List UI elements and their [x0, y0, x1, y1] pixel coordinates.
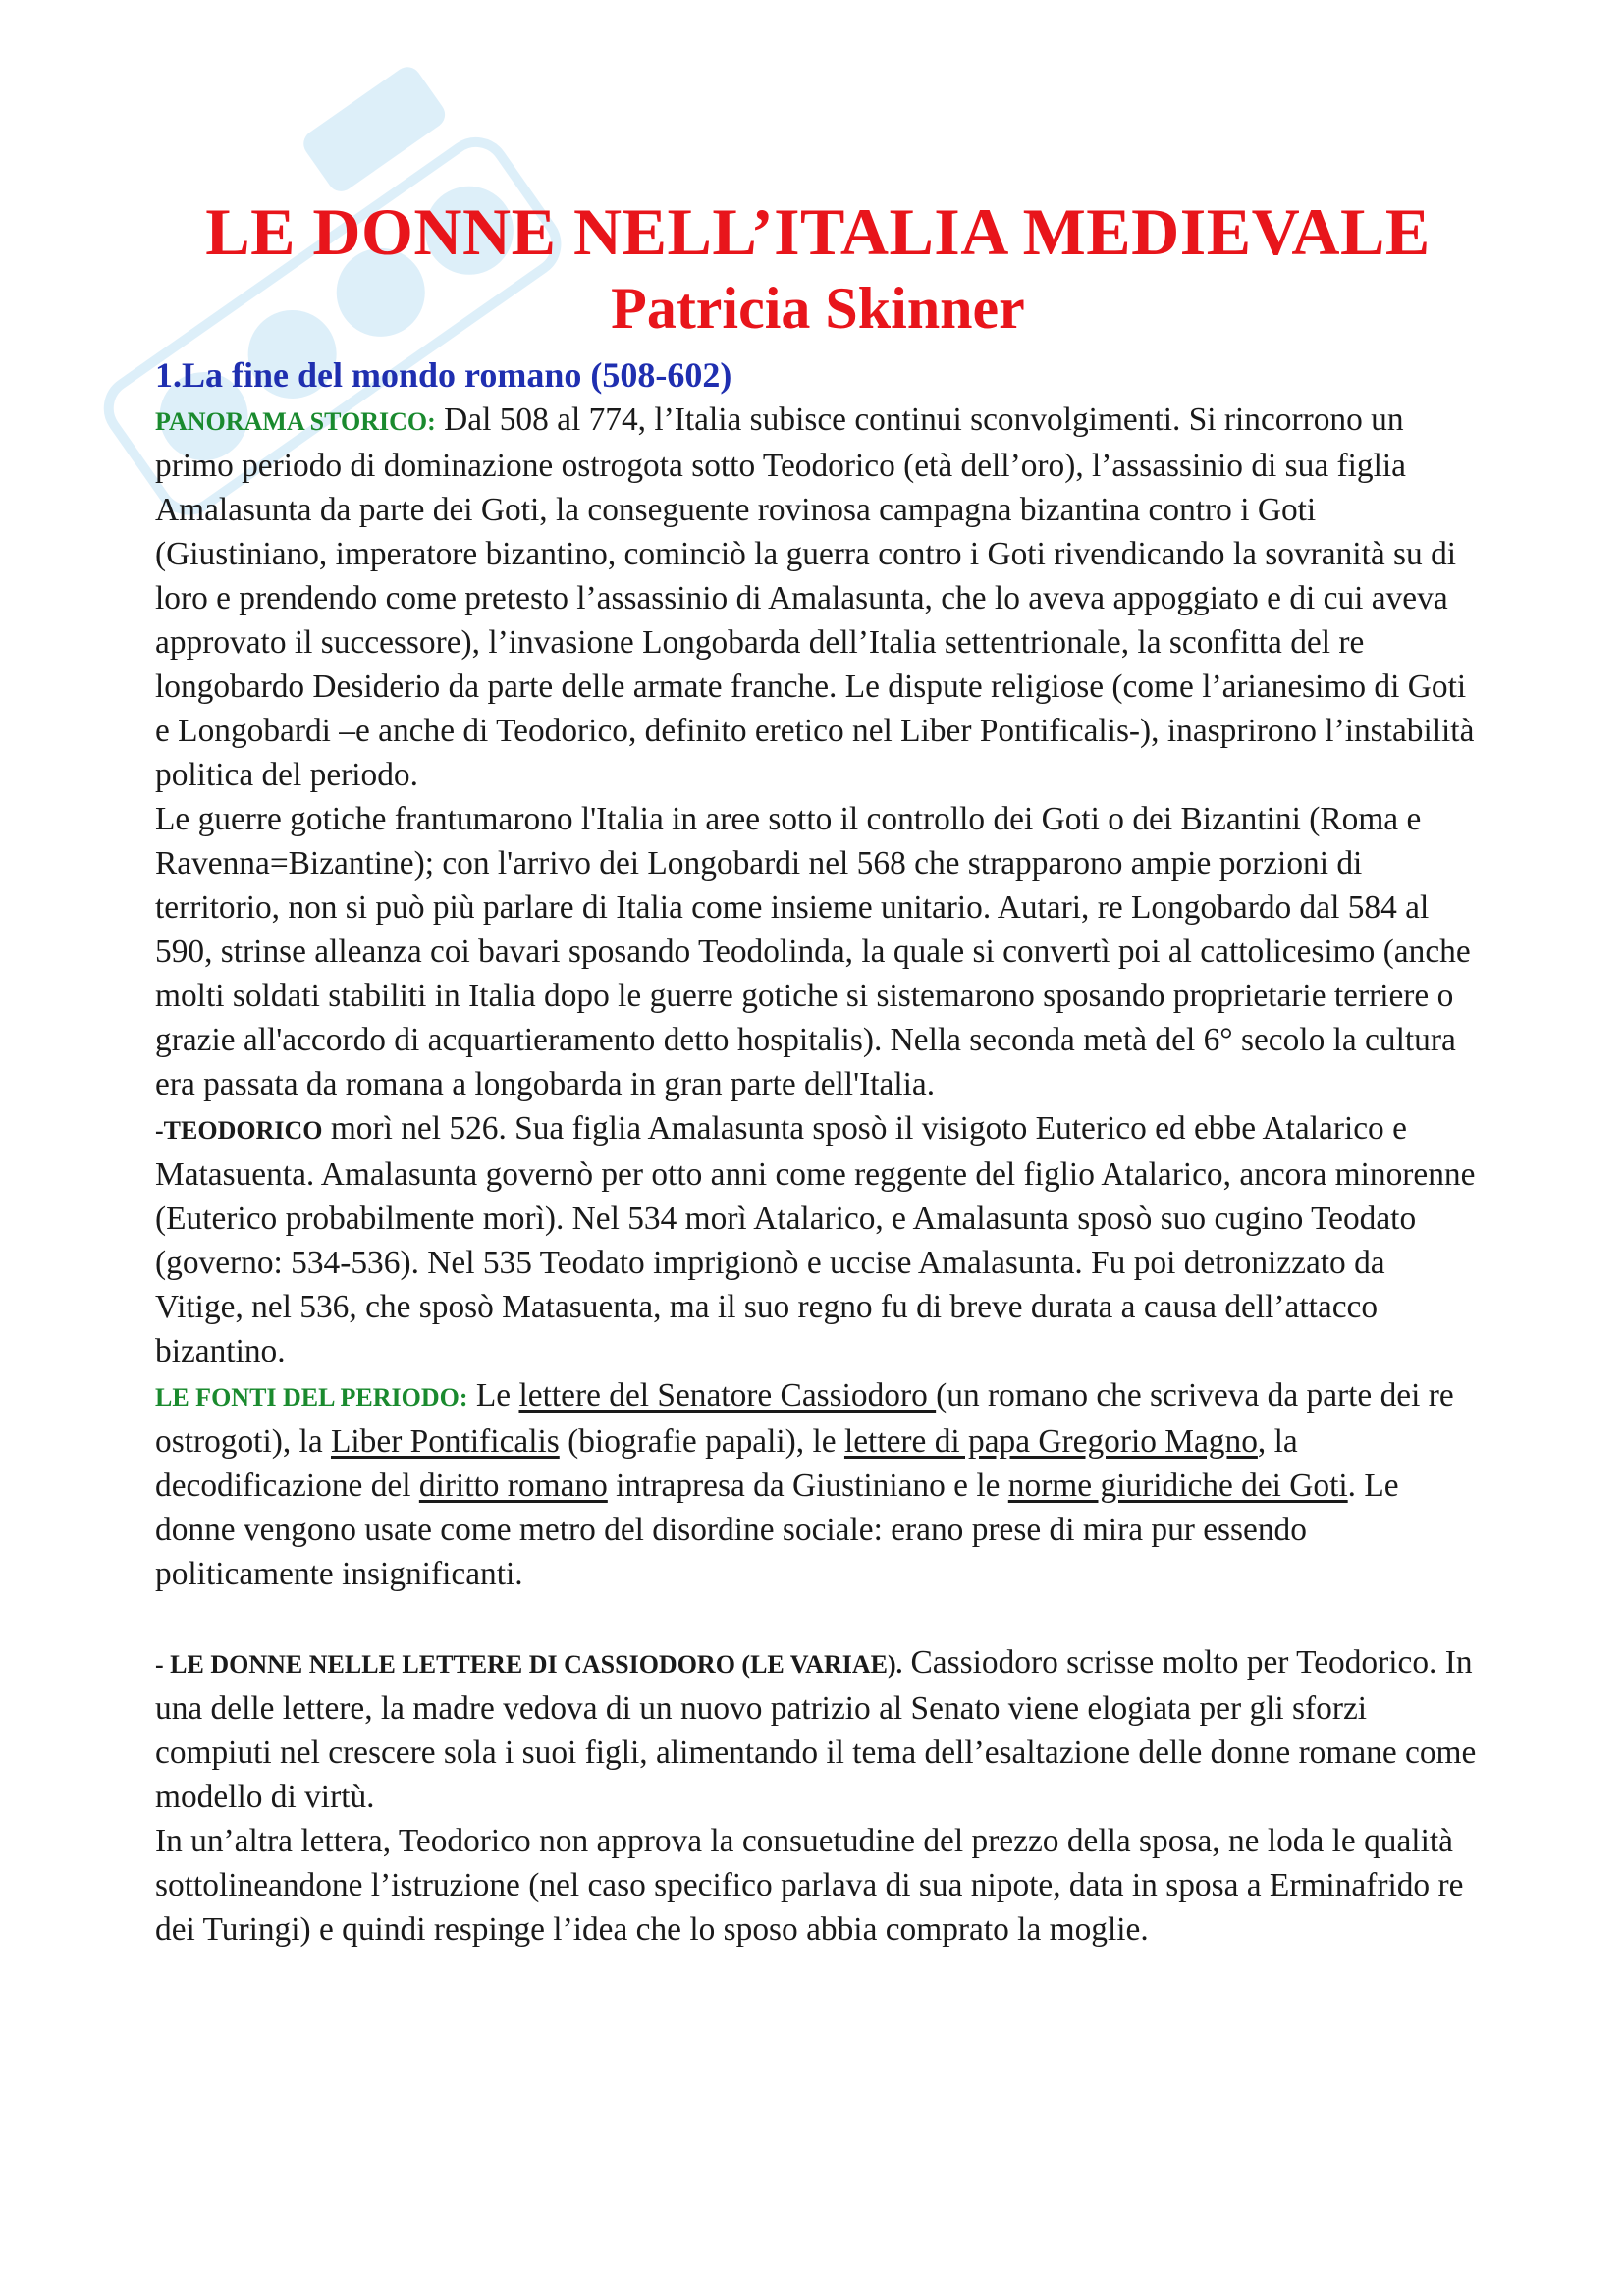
panorama-text: Dal 508 al 774, l’Italia subisce continui sconvolgimenti. Si rincorrono un primo periodo di dominazione ostrogota sotto Teodorico (età dell’oro), l’assassinio di sua figlia Amalasunta da parte dei Goti, la conseguente rovinosa campagna bizantina contro i Goti (Giustiniano, imperatore bizantino, cominciò la guerra contro i Goti rivendicando la sovranità su di loro e prendendo come pretesto l’assassinio di Amalasunta, che lo aveva appoggiato e di cui aveva approvato il successore), l’invasione Longobarda dell’Italia settentrionale, la sconfitta del re longobardo Desiderio da parte delle armate franche. Le dispute religiose (come l’arianesimo di Goti e Longobardi –e anche di Teodorico, definito eretico nel Liber Pontificalis-), inasprirono l’instabilità politica del periodo.	[155, 401, 1475, 793]
cassiodoro-text: Cassiodoro scrisse molto per Teodorico. In una delle lettere, la madre vedova di un nuovo patrizio al Senato viene elogiata per gli sforzi compiuti nel crescere sola i suoi figli, alimentando il tema dell’esaltazione delle donne romane come modello di virtù.	[155, 1644, 1477, 1815]
fonti-text-2: (un romano che scriveva da parte dei re ostrogoti), la	[155, 1377, 1454, 1460]
label-fonti-del-periodo: LE FONTI DEL PERIODO:	[155, 1383, 468, 1412]
fonti-text-1: Le	[467, 1377, 519, 1414]
source-diritto-romano: diritto romano	[418, 1468, 608, 1504]
paragraph-spacer	[155, 1596, 1481, 1640]
paragraph-fonti	[155, 1373, 1481, 1596]
source-liber-pontificalis: Liber Pontificalis	[331, 1423, 560, 1460]
fonti-text-6: . Le donne vengono usate come metro del disordine sociale: erano prese di mira pur essendo politicamente insignificanti.	[155, 1468, 1399, 1592]
label-panorama-storico: PANORAMA STORICO:	[155, 407, 436, 436]
fonti-text-3: (biografie papali), le	[559, 1423, 844, 1460]
teodorico-text: morì nel 526. Sua figlia Amalasunta sposò il visigoto Euterico ed ebbe Atalarico e Matasuenta. Amalasunta governò per otto anni come reggente del figlio Atalarico, ancora minorenne (Euterico probabilmente morì). Nel 534 morì Atalarico, e Amalasunta sposò suo cugino Teodato (governo: 534-536). Nel 535 Teodato imprigionò e uccise Amalasunta. Fu poi detronizzato da Vitige, nel 536, che sposò Matasuenta, ma il suo regno fu di breve durata a causa dell’attacco bizantino.	[155, 1110, 1476, 1369]
document-author: Patricia Skinner	[611, 276, 1025, 341]
source-norme-goti: norme giuridiche dei Goti	[1007, 1468, 1348, 1504]
paragraph-guerre-gotiche: Le guerre gotiche frantumarono l'Italia in aree sotto il controllo dei Goti o dei Bizantini (Roma e Ravenna=Bizantine); con l'arrivo dei Longobardi nel 568 che strapparono ampie porzioni di territorio, non si può più parlare di Italia come insieme unitario. Autari, re Longobardo dal 584 al 590, strinse alleanza coi bavari sposando Teodolinda, la quale si convertì poi al cattolicesimo (anche molti soldati stabiliti in Italia dopo le guerre gotiche si sistemarono sposando proprietarie terriere o grazie all'accordo di acquartieramento detto hospitalis). Nella seconda metà del 6° secolo la cultura era passata da romana a longobarda in gran parte dell'Italia.	[155, 801, 1471, 1102]
section-heading: 1.La fine del mondo romano (508-602)	[155, 355, 732, 395]
fonti-text-4: , la decodificazione del	[155, 1423, 1298, 1504]
source-gregorio-magno: lettere di papa Gregorio Magno	[843, 1423, 1258, 1460]
paragraph-panorama	[155, 398, 1481, 797]
label-donne-cassiodoro: - LE DONNE NELLE LETTERE DI CASSIODORO (LE VARIAE).	[155, 1650, 903, 1679]
paragraph-cassiodoro	[155, 1640, 1481, 1819]
paragraph-altra-lettera: In un’altra lettera, Teodorico non approva la consuetudine del prezzo della sposa, ne loda le qualità sottolineandone l’istruzione (nel caso specifico parlava di sua nipote, data in sposa a Erminafrido re dei Turingi) e quindi respinge l’idea che lo sposo abbia comprato la moglie.	[155, 1823, 1464, 1948]
document-page	[155, 191, 1481, 1951]
source-cassiodoro: lettere del Senatore Cassiodoro	[518, 1377, 937, 1414]
fonti-text-5: intrapresa da Giustiniano e le	[607, 1468, 1008, 1504]
label-teodorico: -TEODORICO	[155, 1116, 323, 1145]
document-title: LE DONNE NELL’ITALIA MEDIEVALE	[205, 194, 1431, 269]
paragraph-teodorico	[155, 1106, 1481, 1373]
